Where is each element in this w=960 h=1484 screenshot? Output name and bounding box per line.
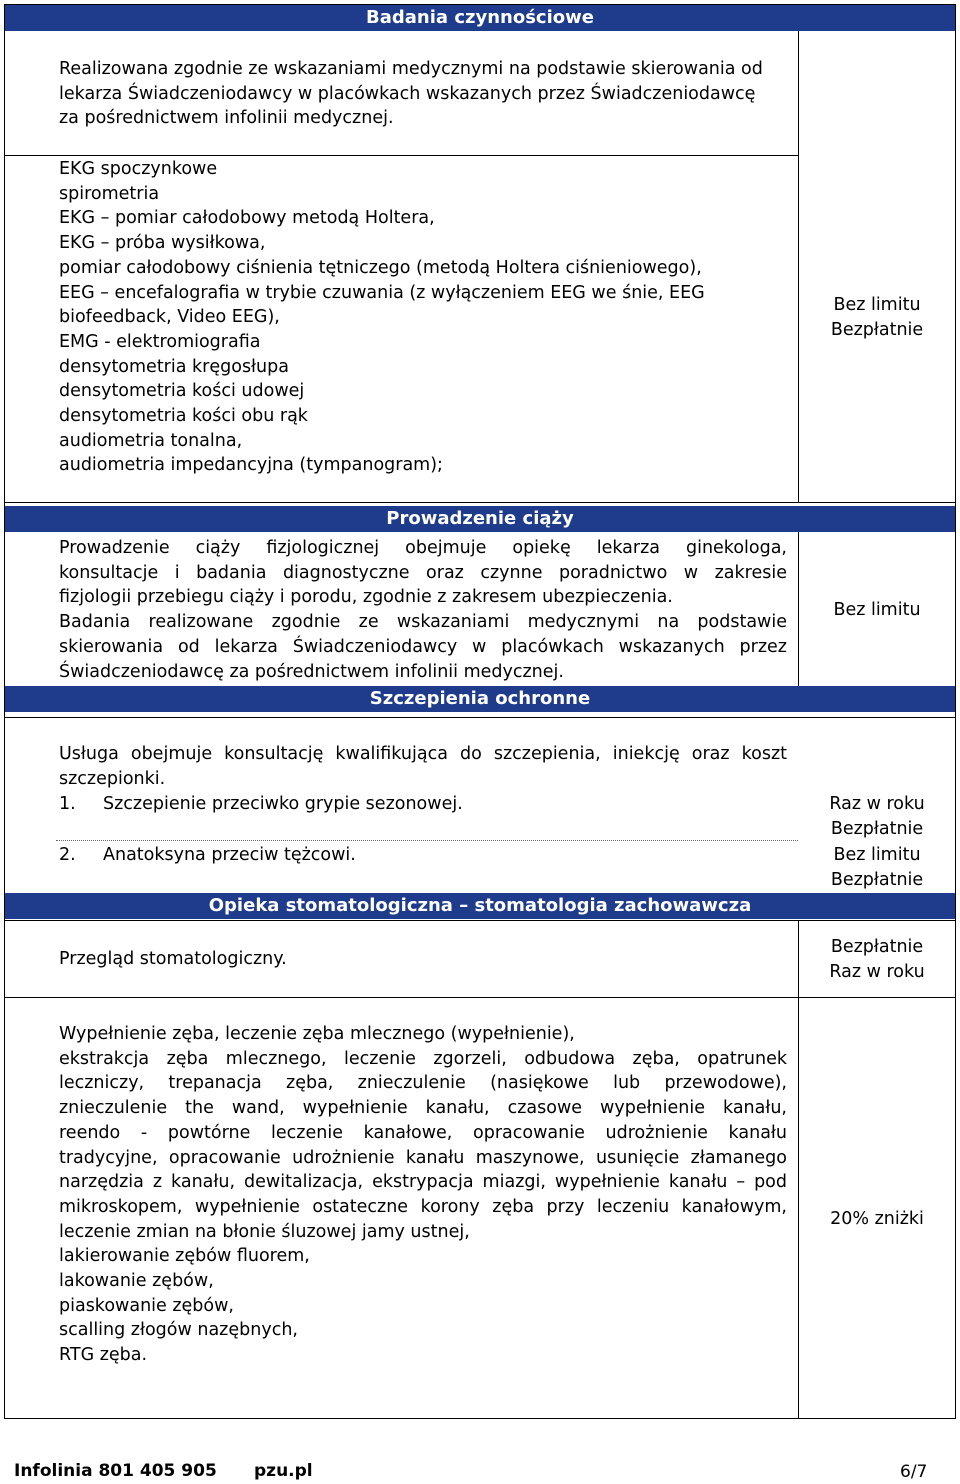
table-border-bottom xyxy=(4,1418,956,1419)
list-item: EEG – encefalografia w trybie czuwania (z wyłączeniem EEG we śnie, EEG xyxy=(59,282,705,303)
przeglad-stomatologiczny-limit xyxy=(799,935,955,984)
badania-items-list xyxy=(59,157,705,478)
row-separator xyxy=(4,717,956,718)
stomatologia-services-text xyxy=(59,1022,787,1368)
text-line: fizjologii przebiegu ciąży i porodu, zgodnie z zakresem ubezpieczenia. xyxy=(59,587,673,608)
text-line: skierowania od lekarza Świadczeniodawcy w placówkach wskazanych przez xyxy=(59,636,787,657)
list-item: EKG spoczynkowe xyxy=(59,159,218,179)
prowadzenie-ciazy-limit: Bez limitu xyxy=(833,600,921,620)
section-header-szczepienia: Szczepienia ochronne xyxy=(5,686,955,712)
list-item: densytometria kości udowej xyxy=(59,381,305,402)
szczepienia-intro xyxy=(59,742,787,791)
limit-text: Raz w roku xyxy=(829,961,925,982)
row-separator xyxy=(4,997,956,998)
list-item: densytometria kości obu rąk xyxy=(59,406,308,427)
limit-text: Raz w roku xyxy=(829,794,925,814)
text-line: scalling złogów nazębnych, xyxy=(59,1320,298,1341)
list-item: densytometria kręgosłupa xyxy=(59,356,289,377)
text-line: lakowanie zębów, xyxy=(59,1271,214,1292)
footer-infolinia: Infolinia 801 405 905 xyxy=(14,1461,217,1481)
footer-site[interactable]: pzu.pl xyxy=(254,1461,313,1481)
text-line: Prowadzenie ciąży fizjologicznej obejmuje opiekę lekarza ginekologa, xyxy=(59,538,787,558)
szczepienie-item-2-text: Anatoksyna przeciw tężcowi. xyxy=(103,845,356,865)
row-separator xyxy=(4,502,956,503)
text-line: za pośrednictwem infolinii medycznej. xyxy=(59,108,394,129)
text-line: Badania realizowane zgodnie ze wskazaniami medycznymi na podstawie xyxy=(59,612,787,633)
column-separator-1 xyxy=(798,30,799,502)
text-line: Wypełnienie zęba, leczenie zęba mlecznego (wypełnienie), xyxy=(59,1024,575,1044)
prowadzenie-ciazy-text xyxy=(59,536,787,684)
stomatologia-discount: 20% zniżki xyxy=(830,1209,924,1229)
badania-limit xyxy=(799,293,955,342)
text-line: leczniczy, trepanacja zęba, znieczulenie (nasiękowe lub przewodowe), xyxy=(59,1073,787,1094)
text-line: piaskowanie zębów, xyxy=(59,1295,234,1316)
footer-page-number: 6/7 xyxy=(900,1462,928,1482)
section-header-stomatologia: Opieka stomatologiczna – stomatologia zachowawcza xyxy=(5,893,955,919)
list-item: EKG – próba wysiłkowa, xyxy=(59,233,266,254)
price-text: Bezpłatnie xyxy=(830,319,924,340)
text-line: tradycyjne, opracowanie udrożnienie kanału maszynowe, usunięcie złamanego xyxy=(59,1147,787,1168)
text-line: znieczulenie the wand, wypełnienie kanału, czasowe wypełnienie kanału, xyxy=(59,1098,787,1119)
list-item: biofeedback, Video EEG), xyxy=(59,307,280,328)
list-item: audiometria impedancyjna (tympanogram); xyxy=(59,455,443,476)
text-line: konsultacje i badania diagnostyczne oraz czynne poradnictwo w zakresie xyxy=(59,562,787,583)
text-line: Realizowana zgodnie ze wskazaniami medycznymi na podstawie skierowania od xyxy=(59,59,763,79)
text-line: reendo - powtórne leczenie kanałowe, opracowanie udrożnienie kanału xyxy=(59,1122,787,1143)
limit-text: Bez limitu xyxy=(833,295,921,315)
list-item: EMG - elektromiografia xyxy=(59,331,261,352)
szczepienie-item-2-limit xyxy=(799,843,955,892)
text-line: Świadczeniodawcę za pośrednictwem infolinii medycznej. xyxy=(59,661,564,682)
limit-text: Bez limitu xyxy=(833,845,921,865)
price-text: Bezpłatnie xyxy=(830,869,924,890)
szczepienie-item-1-limit xyxy=(799,792,955,841)
text-line: lekarza Świadczeniodawcy w placówkach wskazanych przez Świadczeniodawcę xyxy=(59,83,756,104)
text-line: narzędzia z kanału, dewitalizacja, ekstrypacja miazgi, wypełnienie kanału – pod xyxy=(59,1172,787,1193)
text-line: leczenie zmian na błonie śluzowej jamy ustnej, xyxy=(59,1221,470,1242)
text-line: Usługa obejmuje konsultację kwalifikująca do szczepienia, iniekcję oraz koszt xyxy=(59,744,787,764)
list-item: audiometria tonalna, xyxy=(59,430,243,451)
row-separator xyxy=(4,920,956,921)
text-line: lakierowanie zębów fluorem, xyxy=(59,1246,310,1267)
text-line: szczepionki. xyxy=(59,768,166,789)
text-line: mikroskopem, wypełnienie ostateczne korony zęba przy leczeniu kanałowym, xyxy=(59,1196,787,1217)
table-border-right xyxy=(955,4,956,1419)
section-header-prowadzenie-ciazy: Prowadzenie ciąży xyxy=(5,506,955,532)
price-text: Bezpłatnie xyxy=(830,937,924,957)
text-line: ekstrakcja zęba mlecznego, leczenie zgorzeli, odbudowa zęba, opatrunek xyxy=(59,1048,787,1069)
list-item: pomiar całodobowy ciśnienia tętniczego (metodą Holtera ciśnieniowego), xyxy=(59,257,702,278)
przeglad-stomatologiczny-text: Przegląd stomatologiczny. xyxy=(59,949,287,969)
list-item: spirometria xyxy=(59,183,160,204)
text-line: RTG zęba. xyxy=(59,1345,148,1366)
price-text: Bezpłatnie xyxy=(830,818,924,839)
badania-intro xyxy=(59,57,763,131)
szczepienie-item-1-text: Szczepienie przeciwko grypie sezonowej. xyxy=(103,794,463,814)
dotted-separator xyxy=(56,840,798,841)
list-item: EKG – pomiar całodobowy metodą Holtera, xyxy=(59,208,435,229)
section-header-badania-czynnosciowe: Badania czynnościowe xyxy=(5,5,955,31)
szczepienie-item-2-number: 2. xyxy=(59,845,76,865)
row-separator xyxy=(4,155,799,156)
szczepienie-item-1-number: 1. xyxy=(59,794,76,814)
